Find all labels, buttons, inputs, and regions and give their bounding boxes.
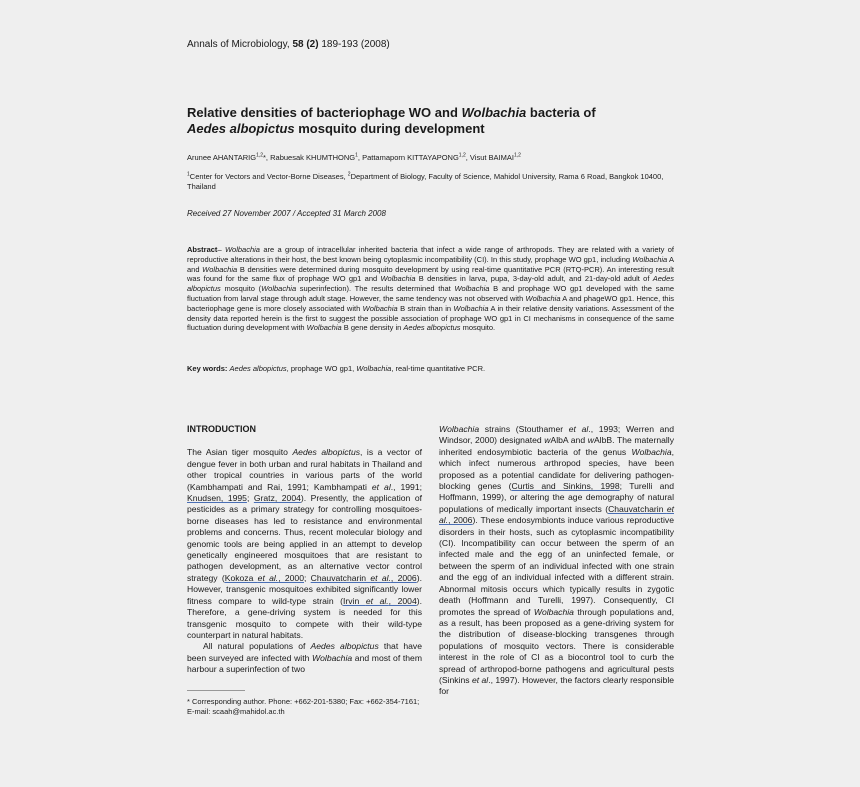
author-list: Arunee AHANTARIG$^{1,2}$*, Rabuesak KHUMTHONG$^1$, Pattamaporn KITTAYAPONG$^{1,2}$, Visut BAIMAI$^{1,2}$ bbox=[187, 152, 521, 162]
journal-volume: 58 (2) bbox=[292, 39, 319, 50]
intro-paragraph-2: All natural populations of Aedes albopictus that have been surveyed are infected with Wolbachia and most of them harbour a superinfection of two bbox=[187, 641, 423, 675]
reference-link[interactable]: Curtis and Sinkins, 1998 bbox=[511, 481, 620, 492]
abstract: Abstract– Wolbachia are a group of intracellular inherited bacteria that infect a wide range of arthropods. They are related with a variety of reproductive alterations in their host, the best known being cytoplasmic incompatibility (CI). In this study, prophage WO gp1, including Wolbachia A and Wolbachia B densities were determined during mosquito development by using real-time quantitative PCR (RTQ-PCR). An interesting result was found for the same flux of prophage WO gp1 and Wolbachia B densities in larva, pupa, 3-day-old adult, and 21-day-old adult of Aedes albopictus mosquito (Wolbachia superinfection). The results determined that Wolbachia B and prophage WO gp1 developed with the same fluctuation from larval stage through adult stage. However, the same tendency was not observed with Wolbachia A and phageWO gp1. Hence, this bacteriophage gene is more closely associated with Wolbachia B strain than in Wolbachia A in their relative density variations. Assessment of the density data reported herein is the first to suggest the possible association of prophage WO gp1 in CI mechanisms in consequence of the same fluctuation during development with Wolbachia B gene density in Aedes albopictus mosquito. bbox=[187, 245, 674, 333]
section-heading-introduction: INTRODUCTION bbox=[187, 424, 256, 434]
received-date: Received 27 November 2007 / Accepted 31 March 2008 bbox=[187, 209, 386, 218]
reference-link[interactable]: Chauvatcharin et al., 2006 bbox=[439, 503, 674, 526]
reference-link[interactable]: Kokoza et al., 2000 bbox=[224, 572, 304, 583]
journal-name: Annals of Microbiology, bbox=[187, 39, 290, 50]
column-right bbox=[439, 424, 674, 698]
affiliations: $^1$Center for Vectors and Vector-Borne Diseases, $^2$Department of Biology, Faculty of Science, Mahidol University, Rama 6 Road, Bangkok 10400, Thailand bbox=[187, 171, 664, 191]
reference-link[interactable]: Irvin et al., 2004 bbox=[343, 595, 417, 606]
column-left bbox=[187, 424, 422, 717]
reference-link[interactable]: Gratz, 2004 bbox=[253, 493, 301, 504]
journal-citation bbox=[187, 39, 390, 50]
keywords: Key words: Aedes albopictus, prophage WO gp1, Wolbachia, real-time quantitative PCR. bbox=[187, 364, 486, 373]
intro-paragraph-1: The Asian tiger mosquito Aedes albopictus, is a vector of dengue fever in both urban and rural habitats in Thailand and other tropical countries in various parts of the world (Kambhampati and Rai, 1991; Kambhampati et al., 1991; Knudsen, 1995; Gratz, 2004). Presently, the application of pesticides as a primary strategy for controlling mosquitoes-borne diseases has led to resistance and environmental problems and concerns. Thus, recent molecular biology and genomic tools are being applied in an attempt to develop genetically engineered mosquitoes that are resistant to pathogen development, as an alternative vector control strategy (Kokoza et al., 2000; Chauvatcharin et al., 2006). However, transgenic mosquitoes exhibited significantly lower fitness compare to wild-type strain (Irvin et al., 2004). Therefore, a gene-driving system is needed for this transgenic mosquito to compete with their wild-type counterpart in natural habitats. bbox=[187, 447, 423, 640]
journal-pages: 189-193 (2008) bbox=[321, 39, 390, 50]
corresponding-author-footnote: * Corresponding author. Phone: +662-201-5380; Fax: +662-354-7161; E-mail: scaah@mahidol.ac.th bbox=[187, 696, 420, 716]
footnote-divider bbox=[187, 690, 245, 691]
intro-paragraph-3: Wolbachia strains (Stouthamer et al., 1993; Werren and Windsor, 2000) designated wAlbA and wAlbB. The maternally inherited endosymbiotic bacteria of the genus Wolbachia, which infect numerous arthropod species, have been proposed as a potential candidate for delivering pathogen-blocking genes (Curtis and Sinkins, 1998; Turelli and Hoffmann, 1999), or altering the age demography of natural populations of medically important insects (Chauvatcharin et al., 2006). These endosymbionts induce various reproductive disorders in their hosts, such as cytoplasmic incompatibility (CI). Incompatibility can occur between the sperm of an infected male and the egg of an uninfected female, or between the sperm of an individual infected with one strain and the egg of an individual infected with a different strain. Abnormal mitosis occurs which typically results in zygotic death (Hoffmann and Turelli, 1997). Consequently, CI promotes the spread of Wolbachia through populations and, as a result, has been proposed as a gene-driving system for the distribution of disease-blocking transgenes through populations of mosquito vectors. There is considerable interest in the role of CI as a biocontrol tool to curb the spread of arthropod-borne pathogens and agricultural pests (Sinkins et al., 1997). However, the factors clearly responsible for bbox=[439, 424, 675, 697]
reference-link[interactable]: Knudsen, 1995 bbox=[187, 493, 247, 504]
reference-link[interactable]: Chauvatcharin et al., 2006 bbox=[310, 572, 417, 583]
paper-title: Relative densities of bacteriophage WO and Wolbachia bacteria of Aedes albopictus mosquito during development bbox=[187, 105, 596, 136]
abstract-label: Abstract bbox=[187, 245, 218, 254]
keywords-label: Key words: bbox=[187, 364, 228, 373]
